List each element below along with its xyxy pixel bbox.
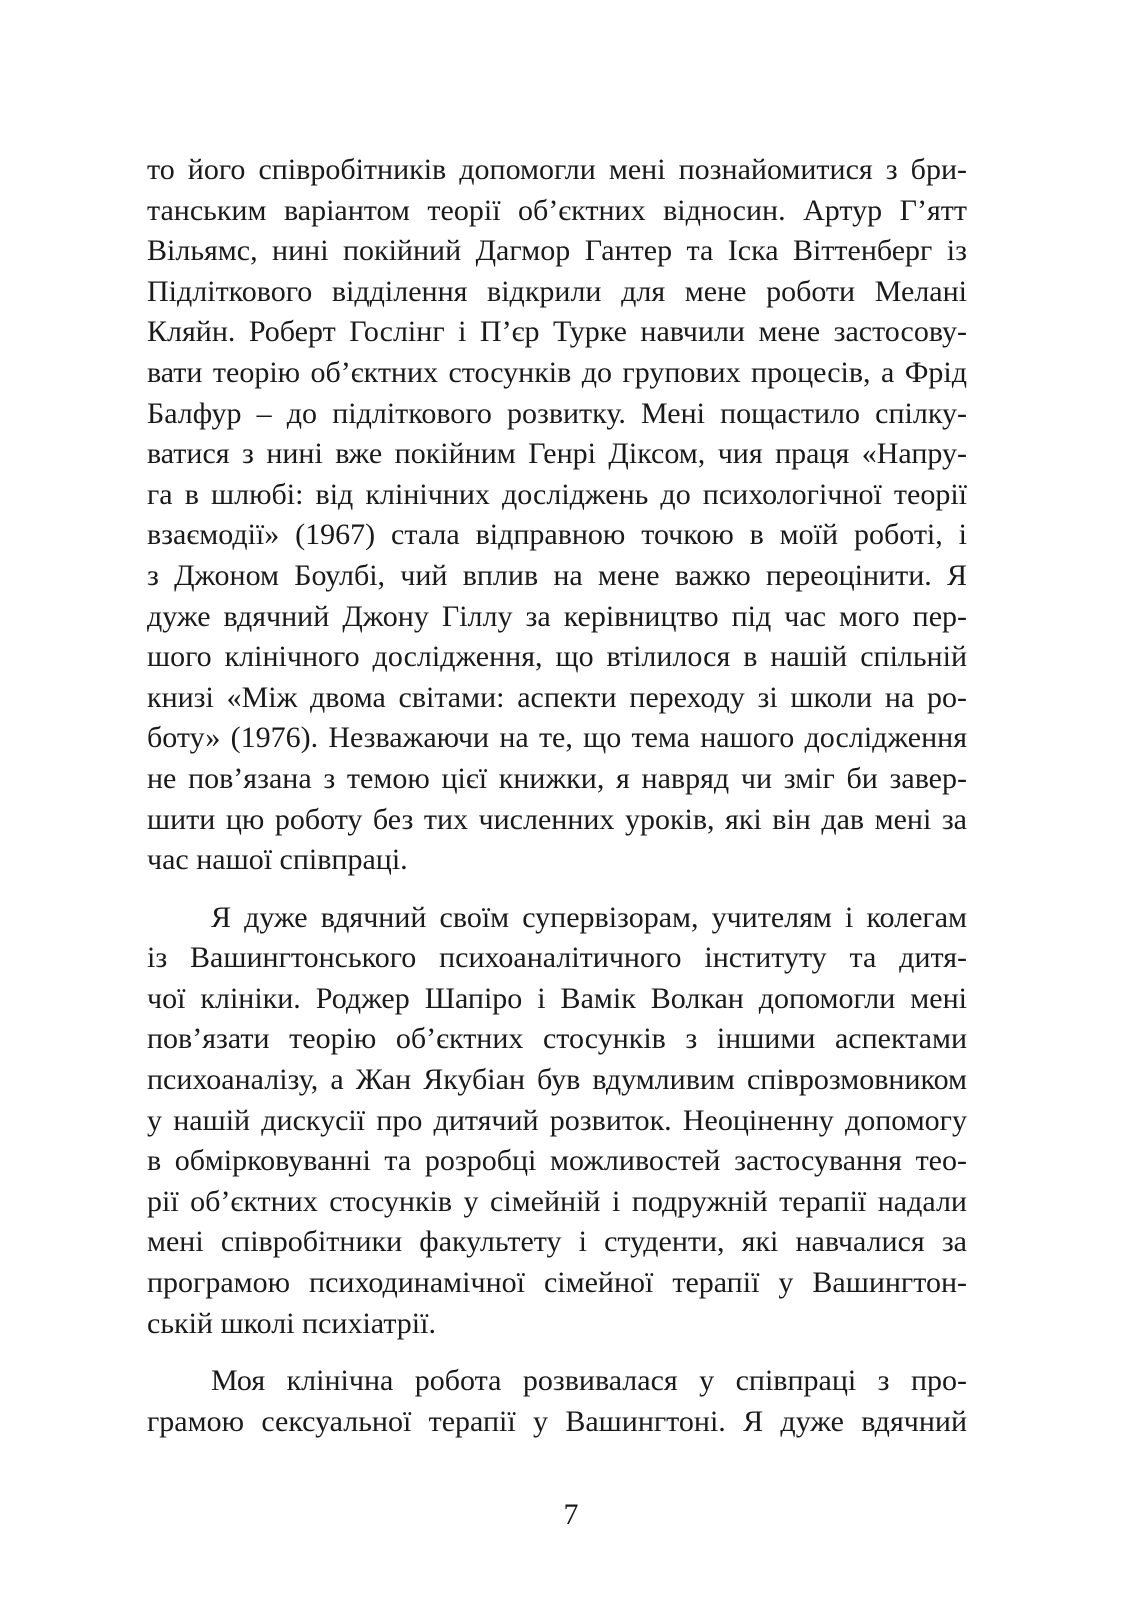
text-line: із Вашингтонського психоаналітичного інституту та дитя- xyxy=(147,941,967,975)
text-line: грамою сексуальної терапії у Вашингтоні. Я дуже вдячний xyxy=(147,1404,967,1438)
text-line: Балфур – до підліткового розвитку. Мені пощастило спілку- xyxy=(147,396,967,430)
text-line: час нашої співпраці. xyxy=(147,843,408,877)
paragraph-3 xyxy=(147,1361,967,1442)
text-line: Кляйн. Роберт Гослінг і П’єр Турке навчили мене застосову- xyxy=(147,315,967,349)
text-line: пов’язати теорію об’єктних стосунків з іншими аспектами xyxy=(147,1022,967,1056)
text-line: то його співробітників допомогли мені познайомитися з бри- xyxy=(147,153,967,186)
text-line: мені співробітники факультету і студенти, які навчалися за xyxy=(147,1225,967,1259)
text-line: дуже вдячний Джону Гіллу за керівництво під час мого пер- xyxy=(147,599,967,633)
text-line: боту» (1976). Незважаючи на те, що тема нашого дослідження xyxy=(147,721,967,755)
page-number: 7 xyxy=(563,1498,579,1531)
paragraph-2 xyxy=(147,898,967,1345)
text-line: ватися з нині вже покійним Генрі Діксом, чия праця «Напру- xyxy=(147,437,967,471)
text-line: Моя клінічна робота розвивалася у співпраці з про- xyxy=(211,1364,967,1398)
text-line: Я дуже вдячний своїм супервізорам, учителям і колегам xyxy=(211,900,967,934)
text-line: Підліткового відділення відкрили для мене роботи Мелані xyxy=(147,274,967,308)
text-line: книзі «Між двома світами: аспекти переходу зі школи на ро- xyxy=(147,680,967,714)
text-line: взаємодії» (1967) стала відправною точкою в моїй роботі, і xyxy=(147,518,967,552)
text-line: психоаналізу, а Жан Якубіан був вдумливим співрозмовником xyxy=(147,1063,967,1097)
text-line: з Джоном Боулбі, чий вплив на мене важко переоцінити. Я xyxy=(147,558,967,592)
text-line: чої клініки. Роджер Шапіро і Вамік Волкан допомогли мені xyxy=(147,981,967,1015)
text-line: програмою психодинамічної сімейної терапії у Вашингтон- xyxy=(147,1266,967,1300)
text-line: танським варіантом теорії об’єктних відносин. Артур Г’ятт xyxy=(147,193,967,227)
text-line: не пов’язана з темою цієї книжки, я навряд чи зміг би завер- xyxy=(147,761,967,795)
text-line: в обмірковуванні та розробці можливостей застосування тео- xyxy=(147,1144,967,1178)
body-text xyxy=(147,150,967,1442)
text-line: Вільямс, нині покійний Дагмор Гантер та Іска Віттенберг із xyxy=(147,234,967,268)
text-line: у нашій дискусії про дитячий розвиток. Неоціненну допомогу xyxy=(147,1103,967,1137)
text-line: рії об’єктних стосунків у сімейній і подружній терапії надали xyxy=(147,1184,967,1218)
text-line: га в шлюбі: від клінічних досліджень до психологічної теорії xyxy=(147,477,967,511)
text-line: шити цю роботу без тих численних уроків, які він дав мені за xyxy=(147,802,967,836)
paragraph-1 xyxy=(147,150,967,881)
text-line: вати теорію об’єктних стосунків до групових процесів, а Фрід xyxy=(147,355,967,389)
text-line: ській школі психіатрії. xyxy=(147,1306,436,1340)
text-line: шого клінічного дослідження, що втілилося в нашій спільній xyxy=(147,640,967,674)
